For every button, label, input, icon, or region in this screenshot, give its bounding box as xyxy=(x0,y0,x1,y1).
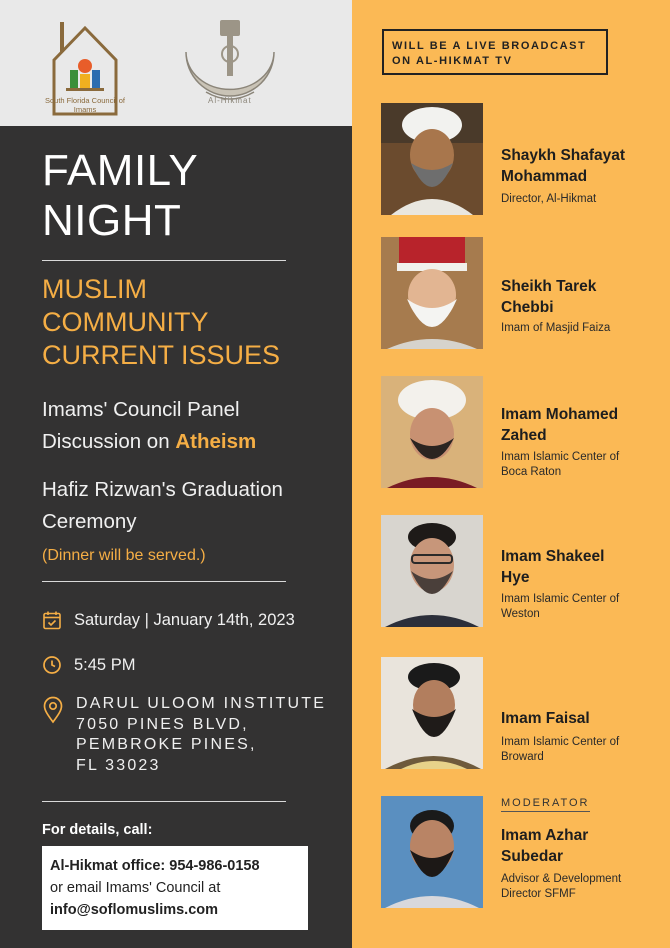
divider xyxy=(42,801,286,802)
panel-line: Imams' Council Panel xyxy=(42,398,240,421)
panel-line xyxy=(42,426,342,458)
speaker-role-line: Imam of Masjid Faiza xyxy=(501,322,611,334)
speaker-name xyxy=(501,276,661,318)
speaker-name-line: Imam Faisal xyxy=(501,710,590,727)
divider xyxy=(42,260,286,261)
address-line: DARUL ULOOM INSTITUTE xyxy=(76,695,327,712)
speaker-name-line: Sheikh Tarek xyxy=(501,278,597,295)
address-line: PEMBROKE PINES, xyxy=(76,736,257,753)
subtitle-line: COMMUNITY xyxy=(42,307,209,337)
speaker-role-line: Director SFMF xyxy=(501,888,576,900)
speaker-name-line: Chebbi xyxy=(501,299,554,316)
office-phone[interactable]: 954-986-0158 xyxy=(169,858,260,874)
dinner-note: (Dinner will be served.) xyxy=(42,547,206,564)
event-location xyxy=(42,694,326,776)
event-date xyxy=(42,610,295,630)
speaker-role-line: Director, Al-Hikmat xyxy=(501,193,597,205)
event-time xyxy=(42,655,135,675)
moderator-label: MODERATOR xyxy=(501,797,590,812)
speaker-photo xyxy=(381,237,483,349)
speaker-role xyxy=(501,592,651,622)
graduation-ceremony xyxy=(42,474,342,538)
address-text xyxy=(76,694,326,776)
speaker-photo xyxy=(381,376,483,488)
speaker-role xyxy=(501,735,651,765)
divider xyxy=(42,581,286,582)
speaker-name-line: Zahed xyxy=(501,427,547,444)
details-label: For details, call: xyxy=(42,822,153,838)
moderator-photo xyxy=(381,796,483,908)
speaker-role-line: Imam Islamic Center of xyxy=(501,736,620,748)
speaker-role xyxy=(501,872,651,902)
broadcast-line: WILL BE A LIVE BROADCAST xyxy=(392,40,587,52)
speaker-name xyxy=(501,404,661,446)
speaker-name xyxy=(501,708,661,729)
speaker-photo xyxy=(381,103,483,215)
graduation-line: Hafiz Rizwan's Graduation xyxy=(42,478,283,501)
contact-box xyxy=(42,846,308,930)
speaker-name-line: Shaykh Shafayat xyxy=(501,147,626,164)
speaker-name-line: Imam Shakeel xyxy=(501,548,605,565)
speaker-name xyxy=(501,145,661,187)
live-broadcast-banner xyxy=(382,29,608,75)
speaker-name-line: Hye xyxy=(501,569,530,586)
location-pin-icon xyxy=(42,696,64,724)
speaker-role-line: Advisor & Development xyxy=(501,873,622,885)
panel-topic: Atheism xyxy=(175,430,257,453)
clock-icon xyxy=(42,655,62,675)
date-text: Saturday | January 14th, 2023 xyxy=(74,611,295,629)
subtitle-line: CURRENT ISSUES xyxy=(42,340,281,370)
panel-discussion xyxy=(42,394,342,458)
speaker-role xyxy=(501,450,651,480)
calendar-icon xyxy=(42,610,62,630)
contact-email[interactable]: info@soflomuslims.com xyxy=(50,902,219,918)
speaker-role-line: Boca Raton xyxy=(501,466,562,478)
speaker-role-line: Broward xyxy=(501,751,544,763)
address-line: 7050 PINES BLVD, xyxy=(76,715,249,733)
speaker-role xyxy=(501,192,651,207)
speaker-name-line: Imam Azhar xyxy=(501,827,589,844)
broadcast-line: ON AL-HIKMAT TV xyxy=(392,55,513,67)
speaker-role-line: Imam Islamic Center of xyxy=(501,593,620,605)
subtitle-line: MUSLIM xyxy=(42,274,148,304)
speaker-name xyxy=(501,546,661,588)
title-line: NIGHT xyxy=(42,196,182,245)
al-hikmat-logo-text: Al-Hikmat xyxy=(208,96,252,105)
speaker-name-line: Imam Mohamed xyxy=(501,406,619,423)
event-subtitle xyxy=(42,273,332,372)
speaker-role-line: Weston xyxy=(501,608,540,620)
office-label: Al-Hikmat office: xyxy=(50,858,170,874)
contact-phone-line xyxy=(50,855,300,877)
speaker-name-line: Subedar xyxy=(501,848,564,865)
address-line: FL 33023 xyxy=(76,756,161,774)
time-text: 5:45 PM xyxy=(74,656,136,674)
panel-prefix: Discussion on xyxy=(42,430,176,453)
speaker-photo xyxy=(381,515,483,627)
speaker-role xyxy=(501,321,651,336)
speaker-name xyxy=(501,825,661,867)
speaker-photo xyxy=(381,657,483,769)
speaker-role-line: Imam Islamic Center of xyxy=(501,451,620,463)
speaker-name-line: Mohammad xyxy=(501,168,588,185)
contact-email-line: or email Imams' Council at xyxy=(50,880,221,896)
graduation-line: Ceremony xyxy=(42,510,137,533)
council-logo-caption: South Florida Council of Imams xyxy=(44,96,126,114)
event-title xyxy=(42,146,332,246)
title-line: FAMILY xyxy=(42,146,199,195)
